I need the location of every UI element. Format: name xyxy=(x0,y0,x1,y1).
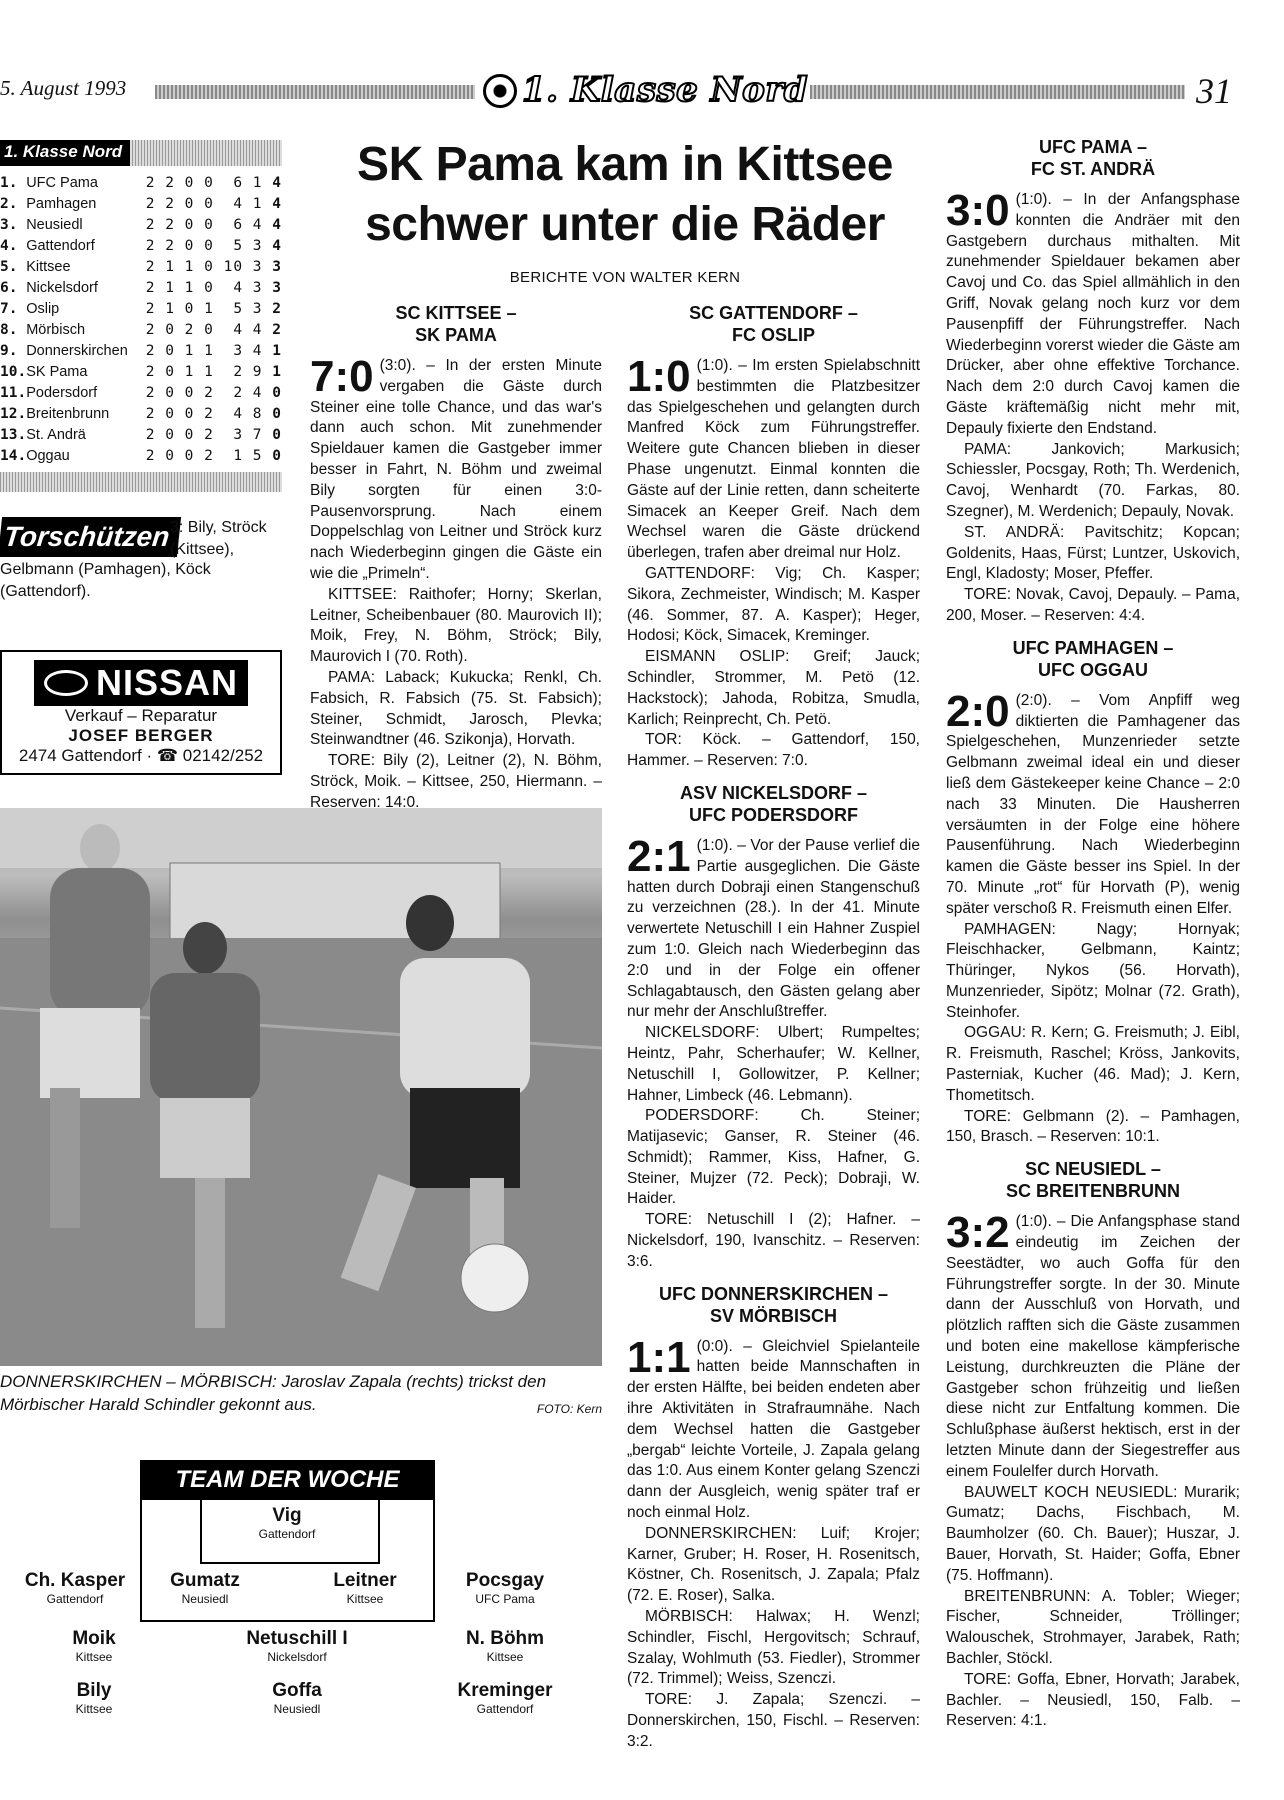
player-card xyxy=(440,1628,570,1664)
team-name: Neusiedl xyxy=(26,216,83,233)
record: 2 0 1 1 3 4 xyxy=(145,342,263,359)
match-title xyxy=(627,782,920,826)
nissan-logo xyxy=(34,660,248,706)
team-of-the-week xyxy=(20,1460,590,1730)
player-name: Leitner xyxy=(333,1570,397,1591)
match-goals: TORE: Bily (2), Leitner (2), N. Böhm, Ströck, Moik. – Kittsee, 250, Hiermann. – Reserven: 14:0. xyxy=(310,752,602,811)
standings-grid xyxy=(0,172,282,466)
scorers-title: Torschützen xyxy=(0,517,182,557)
standings-header xyxy=(0,140,282,166)
rank: 7. xyxy=(0,300,18,317)
team-stats xyxy=(146,424,282,445)
headline-line1: SK Pama kam in Kittsee xyxy=(357,138,893,191)
player-name: Pocsgay xyxy=(465,1570,545,1591)
article-header xyxy=(300,135,950,286)
final-score: 2:1 xyxy=(627,831,691,881)
player-club: Kittsee xyxy=(486,1650,524,1664)
standings-row xyxy=(0,424,282,445)
points: 0 xyxy=(272,426,282,443)
match-text: (2:0). – Vom Anpfiff weg diktierten die Pamhagener das Spielgeschehen, Munzenrieder setzte Gelbmann zweimal ideal ein und dieser ließ dem Gästekeeper keine Chance – 2:0 nach 33 Minuten. Die Hausherren versäumten in der Folge eine höhere Pausenführung. Nach Wiederbeginn kamen die Gäste besser ins Spiel. In der 70. Minute „rot“ für Horvath (P), wenig später verschoß R. Freismuth einen Elfer. xyxy=(946,691,1240,917)
match-home: UFC PAMA – xyxy=(1039,137,1147,157)
match-title xyxy=(310,302,602,346)
rank: 6. xyxy=(0,279,18,296)
ad-line2: JOSEF BERGER xyxy=(68,726,214,745)
player-name: Ch. Kasper xyxy=(24,1570,126,1591)
match-title xyxy=(946,1158,1240,1202)
standings-row xyxy=(0,277,282,298)
lineup-away: ST. ANDRÄ: Pavitschitz; Kopcan; Goldenits, Haas, Fürst; Luntzer, Uskovich, Engl, Kladosty; Moser, Pfeffer. xyxy=(946,523,1240,583)
rank: 13. xyxy=(0,426,27,443)
match-away: FC OSLIP xyxy=(731,325,815,345)
ad-line3: 2474 Gattendorf · ☎ 02142/252 xyxy=(18,746,264,765)
rank: 14. xyxy=(0,447,27,464)
match-home: ASV NICKELSDORF – xyxy=(679,782,868,803)
lineup-home: PAMHAGEN: Nagy; Hornyak; Fleischhacker, Gelbmann, Kaintz; Thüringer, Nykos (56. Horvath), Munzenrieder, Sipötz; Molnar (72. Grath), Steinhofer. xyxy=(946,920,1240,1021)
match-away: UFC OGGAU xyxy=(1038,659,1148,680)
rank: 12. xyxy=(0,405,27,422)
rank: 3. xyxy=(0,216,18,233)
team-stats xyxy=(146,403,282,424)
rank: 1. xyxy=(0,174,18,191)
scorers-leaders: 3: Bily, Ströck (Kittsee), xyxy=(170,519,267,558)
team-name: SK Pama xyxy=(26,363,88,380)
player-card xyxy=(29,1680,159,1716)
match-text: (1:0). – In der Anfangsphase konnten die Andräer mit den Gastgebern durchaus mithalten. Mit zunehmender Spieldauer bekamen aber Cavoj und Co. das Spiel allmählich in den Griff, Novak gelang noch kurz vor dem Pausenpfiff der Führungstreffer. Nach Wiederbeginn vorerst wieder die Gäste am Drücker, aber ohne effektive Torchance. Nach dem 2:0 durch Cavoj kamen die Gäste kräftemäßig nicht mehr mit, Depauly fixierte den Endstand. xyxy=(946,191,1240,437)
player-name: Vig xyxy=(272,1505,302,1526)
match-away: FC ST. ANDRÄ xyxy=(1030,159,1156,179)
match-text: (1:0). – Vor der Pause verlief die Partie ausgeglichen. Die Gäste hatten durch Dobraji einen Stangenschuß zu verzeichnen (28.). In der 41. Minute verwertete Netuschill I ein Hahner Zuspiel zum 1:0. Gleich nach Wiederbeginn das 2:0 und in der Folge ein offener Schlagabtausch, den Gästen gelang aber nur mehr der Anschlußtreffer. xyxy=(627,836,920,1021)
lineup-away: MÖRBISCH: Halwax; H. Wenzl; Schindler, Fischl, Hergovitsch; Schrauf, Szalay, Wohlmuth (53. Fiedler), Strommer (72. Trimmel); Weiss, Szenczi. xyxy=(627,1608,920,1688)
headline xyxy=(300,135,950,255)
match-report xyxy=(946,1158,1240,1732)
record: 2 0 0 2 4 8 xyxy=(145,405,263,422)
match-title xyxy=(946,637,1240,681)
points: 0 xyxy=(272,447,282,464)
standings-row xyxy=(0,235,282,256)
player-name: Netuschill I xyxy=(246,1628,348,1649)
match-title xyxy=(946,136,1240,180)
caption-text: DONNERSKIRCHEN – MÖRBISCH: Jaroslav Zapala (rechts) trickst den Mörbischer Harald Schindler gekonnt aus. xyxy=(0,1372,547,1414)
match-report xyxy=(946,637,1240,1149)
player-card xyxy=(232,1680,362,1716)
lineup-home: KITTSEE: Raithofer; Horny; Skerlan, Leitner, Scheibenbauer (80. Maurovich II); Moik, Frey, N. Böhm, Ströck; Bily, Maurovich I (70. Roth). xyxy=(310,585,602,666)
standings-row xyxy=(0,382,282,403)
player-card xyxy=(222,1505,352,1541)
match-report xyxy=(310,302,602,814)
lineup-home: DONNERSKIRCHEN: Luif; Krojer; Karner, Gruber; H. Roser, H. Rosenitsch, Köstner, Ch. Rosenitsch, J. Zapala; Pfalz (72. E. Roser), Salka. xyxy=(627,1524,920,1605)
record: 2 1 1 0 10 3 xyxy=(145,258,263,275)
player-name: Goffa xyxy=(272,1680,322,1701)
team-name: St. Andrä xyxy=(26,426,86,443)
team-stats xyxy=(146,445,282,466)
standings-row xyxy=(0,340,282,361)
match-home: SC GATTENDORF – xyxy=(689,303,858,323)
team-stats xyxy=(146,214,282,235)
player-club: UFC Pama xyxy=(475,1592,535,1606)
match-goals: TORE: J. Zapala; Szenczi. – Donnerskirchen, 150, Fischl. – Reserven: 3:2. xyxy=(627,1691,920,1750)
final-score: 3:2 xyxy=(946,1208,1010,1258)
nissan-ad xyxy=(0,650,282,775)
column-3 xyxy=(946,136,1240,1742)
byline: BERICHTE VON WALTER KERN xyxy=(509,269,741,286)
match-goals: TORE: Gelbmann (2). – Pamhagen, 150, Brasch. – Reserven: 10:1. xyxy=(946,1107,1240,1146)
record: 2 0 1 1 2 9 xyxy=(145,363,263,380)
match-text: (1:0). – Die Anfangsphase stand eindeutig im Zeichen der Seestädter, wo auch Goffa für den Führungstreffer sorgte. In der 30. Minute dann der Ausschluß von Horvath, und plötzlich rafften sich die Gäste zusammen und boten eine makellose kämpferische Leistung, durchkreuzten die Pläne der Gastgeber schon frühzeitig und ließen diese nicht zur Entfaltung kommen. Die Schlußphase äußerst hektisch, erst in der letzten Minute dann der Siegestreffer aus einem Foulelfer durch Horvath. xyxy=(946,1213,1240,1480)
points: 4 xyxy=(272,174,282,191)
points: 0 xyxy=(272,384,282,401)
team-name: Oslip xyxy=(26,300,60,317)
header-rule-left xyxy=(155,85,475,99)
lineup-away: EISMANN OSLIP: Greif; Jauck; Schindler, Strommer, M. Petö (12. Hackstock); Jahoda, Robitza, Smudla, Karlich; Reinprecht, Ch. Petö. xyxy=(627,648,920,728)
match-report xyxy=(627,1283,920,1753)
standings-row xyxy=(0,214,282,235)
match-away: SK PAMA xyxy=(415,325,497,345)
photo-caption xyxy=(0,1370,602,1416)
lineup-away: PAMA: Laback; Kukucka; Renkl, Ch. Fabsich, R. Fabsich (75. St. Fabsich); Steiner, Schmidt, Jarosch, Plevka; Steinwandtner (46. Szikonja), Horvath. xyxy=(310,668,602,749)
record: 2 0 0 2 2 4 xyxy=(145,384,263,401)
rank: 5. xyxy=(0,258,18,275)
team-name: Nickelsdorf xyxy=(26,279,98,296)
points: 4 xyxy=(272,237,282,254)
standings-footer-bar xyxy=(0,472,282,492)
football-icon xyxy=(483,74,517,108)
team-name: Breitenbrunn xyxy=(26,405,110,422)
match-text: (3:0). – In der ersten Minute vergaben die Gäste durch Steiner eine tolle Chance, und das war's dann auch schon. Mit zunehmender Spieldauer kamen die Gastgeber immer besser in Fahrt, N. Böhm und zweimal Bily sorgten für einen 3:0-Pausenvorsprung. Nach einem Doppelschlag von Leitner und Ströck kurz nach Wiederbeginn gingen die Gäste ein wie die „Primeln“. xyxy=(310,357,602,582)
player-club: Neusiedl xyxy=(181,1592,229,1606)
match-goals: TORE: Goffa, Ebner, Horvath; Jarabek, Bachler. – Neusiedl, 150, Falb. – Reserven: 4:1. xyxy=(946,1670,1240,1730)
player-name: Bily xyxy=(76,1680,112,1701)
ad-line1: Verkauf – Reparatur xyxy=(64,706,218,725)
player-club: Kittsee xyxy=(75,1702,113,1716)
team-name: Pamhagen xyxy=(26,195,97,212)
lineup-away: BREITENBRUNN: A. Tobler; Wieger; Fischer, Schneider, Tröllinger; Walouschek, Strohmayer, Jarabek, Rath; Bachler, Stöckl. xyxy=(946,1587,1240,1667)
final-score: 7:0 xyxy=(310,352,374,401)
team-stats xyxy=(146,298,282,319)
player-card xyxy=(232,1628,362,1664)
points: 2 xyxy=(272,321,282,338)
record: 2 1 1 0 4 3 xyxy=(145,279,263,296)
section-title: 1. Klasse Nord xyxy=(522,70,809,110)
record: 2 0 0 2 3 7 xyxy=(145,426,263,443)
record: 2 1 0 1 5 3 xyxy=(145,300,263,317)
rank: 8. xyxy=(0,321,18,338)
player-club: Gattendorf xyxy=(476,1702,534,1716)
record: 2 0 2 0 4 4 xyxy=(145,321,263,338)
match-text: (0:0). – Gleichviel Spielanteile hatten beide Mannschaften in der ersten Hälfte, bei beiden endeten aber ihre Aktivitäten in Strafraumnähe. Nach dem Wechsel hatten die Gastgeber „bergab“ leichte Vorteile, J. Zapala gelang das 1:0. Aus einem Konter gelang Szenczi dann der Ausgleich, wenig später traf er noch einmal Holz. xyxy=(627,1337,920,1522)
standings-title: 1. Klasse Nord xyxy=(0,140,130,166)
player-name: Kreminger xyxy=(457,1680,553,1701)
header-rule-right xyxy=(810,85,1185,99)
team-stats xyxy=(146,382,282,403)
team-stats xyxy=(146,277,282,298)
match-goals: TORE: Netuschill I (2); Hafner. – Nickelsdorf, 190, Ivanschitz. – Reserven: 3:6. xyxy=(627,1211,920,1270)
match-title xyxy=(627,302,920,346)
ad-brand: NISSAN xyxy=(95,662,239,703)
player-name: Moik xyxy=(72,1628,116,1649)
match-goals: TORE: Novak, Cavoj, Depauly. – Pama, 200, Moser. – Reserven: 4:4. xyxy=(946,586,1240,624)
lineup-home: BAUWELT KOCH NEUSIEDL: Murarik; Gumatz; Dachs, Fischbach, M. Baumholzer (60. Ch. Bauer); Huszar, J. Bauer, Horvath, St. Haider; Goffa, Ebner (75. Hoffmann). xyxy=(946,1483,1240,1584)
top-scorers xyxy=(0,517,282,603)
final-score: 2:0 xyxy=(946,686,1010,736)
standings-row xyxy=(0,172,282,193)
player-card xyxy=(29,1628,159,1664)
standings-row xyxy=(0,361,282,382)
standings-row xyxy=(0,256,282,277)
team-stats xyxy=(146,235,282,256)
standings-row xyxy=(0,319,282,340)
team-stats xyxy=(146,319,282,340)
rank: 4. xyxy=(0,237,18,254)
match-away: SC BREITENBRUNN xyxy=(1005,1181,1180,1202)
photo-scene xyxy=(0,808,602,1366)
match-title xyxy=(627,1283,920,1327)
standings-row xyxy=(0,193,282,214)
photo-credit: FOTO: Kern xyxy=(536,1402,602,1416)
team-name: Oggau xyxy=(26,447,70,464)
record: 2 2 0 0 5 3 xyxy=(145,237,263,254)
final-score: 3:0 xyxy=(946,186,1010,235)
standings-row xyxy=(0,298,282,319)
player-card xyxy=(300,1570,430,1606)
page-number: 31 xyxy=(1196,71,1232,111)
player-club: Nickelsdorf xyxy=(267,1650,327,1664)
match-home: UFC PAMHAGEN – xyxy=(1012,637,1174,658)
headline-line2: schwer unter die Räder xyxy=(365,198,885,251)
team-name: UFC Pama xyxy=(26,174,98,191)
lineup-home: PAMA: Jankovich; Markusich; Schiessler, Pocsgay, Roth; Th. Werdenich, Cavoj, Wenhardt (70. Farkas, 80. Szegner), M. Werdenich; Depauly, Novak. xyxy=(946,440,1240,520)
record: 2 2 0 0 6 4 xyxy=(145,216,263,233)
points: 3 xyxy=(272,258,282,275)
match-away: UFC PODERSDORF xyxy=(688,804,858,825)
rank: 10. xyxy=(0,363,27,380)
player-card xyxy=(440,1570,570,1606)
issue-date: 5. August 1993 xyxy=(0,76,127,100)
match-away: SV MÖRBISCH xyxy=(709,1305,837,1326)
team-name: Gattendorf xyxy=(26,237,95,254)
record: 2 2 0 0 4 1 xyxy=(145,195,263,212)
points: 4 xyxy=(272,195,282,212)
lineup-away: OGGAU: R. Kern; G. Freismuth; J. Eibl, R. Freismuth, Raschel; Kröss, Jankovits, Pasterniak, Kucher (46. Mad); J. Kern, Thometitsch. xyxy=(946,1024,1240,1104)
player-name: Gumatz xyxy=(170,1570,240,1591)
team-stats xyxy=(146,193,282,214)
match-report xyxy=(627,782,920,1273)
team-name: Mörbisch xyxy=(26,321,86,338)
points: 2 xyxy=(272,300,282,317)
match-report xyxy=(946,136,1240,627)
match-goals: TOR: Köck. – Gattendorf, 150, Hammer. – Reserven: 7:0. xyxy=(627,731,920,770)
lineup-away: PODERSDORF: Ch. Steiner; Matijasevic; Ganser, R. Steiner (46. Schmidt); Rammer, Kiss, Hafner, G. Steiner, Mujzer (72. Peck); Dobraji, W. Haider. xyxy=(627,1107,920,1208)
team-title: TEAM DER WOCHE xyxy=(140,1460,435,1500)
page-header xyxy=(0,72,1284,112)
standings-row xyxy=(0,445,282,466)
match-home: SC KITTSEE – xyxy=(395,303,517,323)
team-stats xyxy=(146,340,282,361)
nissan-emblem-icon xyxy=(44,670,88,696)
points: 3 xyxy=(272,279,282,296)
scorers-rest: Gelbmann (Pamhagen), Köck (Gattendorf). xyxy=(0,561,211,600)
match-home: SC NEUSIEDL – xyxy=(1025,1159,1161,1180)
player-card xyxy=(10,1570,140,1606)
player-club: Kittsee xyxy=(75,1650,113,1664)
final-score: 1:1 xyxy=(627,1332,691,1382)
player-card xyxy=(140,1570,270,1606)
standings-row xyxy=(0,403,282,424)
points: 0 xyxy=(272,405,282,422)
player-club: Gattendorf xyxy=(258,1527,316,1541)
record: 2 2 0 0 6 1 xyxy=(145,174,263,191)
points: 1 xyxy=(272,342,282,359)
rank: 11. xyxy=(0,384,27,401)
points: 1 xyxy=(272,363,282,380)
team-name: Donnerskirchen xyxy=(26,342,128,359)
final-score: 1:0 xyxy=(627,352,691,401)
points: 4 xyxy=(272,216,282,233)
team-stats xyxy=(146,172,282,193)
team-name: Podersdorf xyxy=(26,384,98,401)
column-2 xyxy=(627,302,920,1763)
lineup-home: NICKELSDORF: Ulbert; Rumpeltes; Heintz, Pahr, Scherhaufer; W. Kellner, Netuschill I, Gollowitzer, P. Kellner; Hahner, Limbeck (46. Lebmann). xyxy=(627,1024,920,1104)
team-stats xyxy=(146,361,282,382)
column-1 xyxy=(310,302,602,824)
team-stats xyxy=(146,256,282,277)
player-club: Gattendorf xyxy=(46,1592,104,1606)
player-card xyxy=(440,1680,570,1716)
player-club: Neusiedl xyxy=(273,1702,321,1716)
rank: 9. xyxy=(0,342,18,359)
match-photo xyxy=(0,808,602,1366)
player-club: Kittsee xyxy=(346,1592,384,1606)
player-name: N. Böhm xyxy=(465,1628,545,1649)
team-name: Kittsee xyxy=(26,258,71,275)
standings-table xyxy=(0,140,282,492)
rank: 2. xyxy=(0,195,18,212)
record: 2 0 0 2 1 5 xyxy=(145,447,263,464)
match-home: UFC DONNERSKIRCHEN – xyxy=(658,1283,889,1304)
match-text: (1:0). – Im ersten Spielabschnitt bestimmten die Platzbesitzer das Spielgeschehen und gelangten durch Manfred Köck zum Führungstreffer. Weitere gute Chancen blieben in dieser Phase ungenutzt. Einmal konnten die Gäste auf der Linie retten, dann scheiterte Simacek an Keeper Greif. Nach dem Wechsel waren die Gäste drückend überlegen, trafen aber dreimal nur Holz. xyxy=(627,357,920,562)
match-report xyxy=(627,302,920,772)
lineup-home: GATTENDORF: Vig; Ch. Kasper; Sikora, Zechmeister, Windisch; M. Kasper (46. Sommer, 87. A. Kasper); Heger, Hodosi; Köck, Simacek, Kreminger. xyxy=(627,564,920,645)
